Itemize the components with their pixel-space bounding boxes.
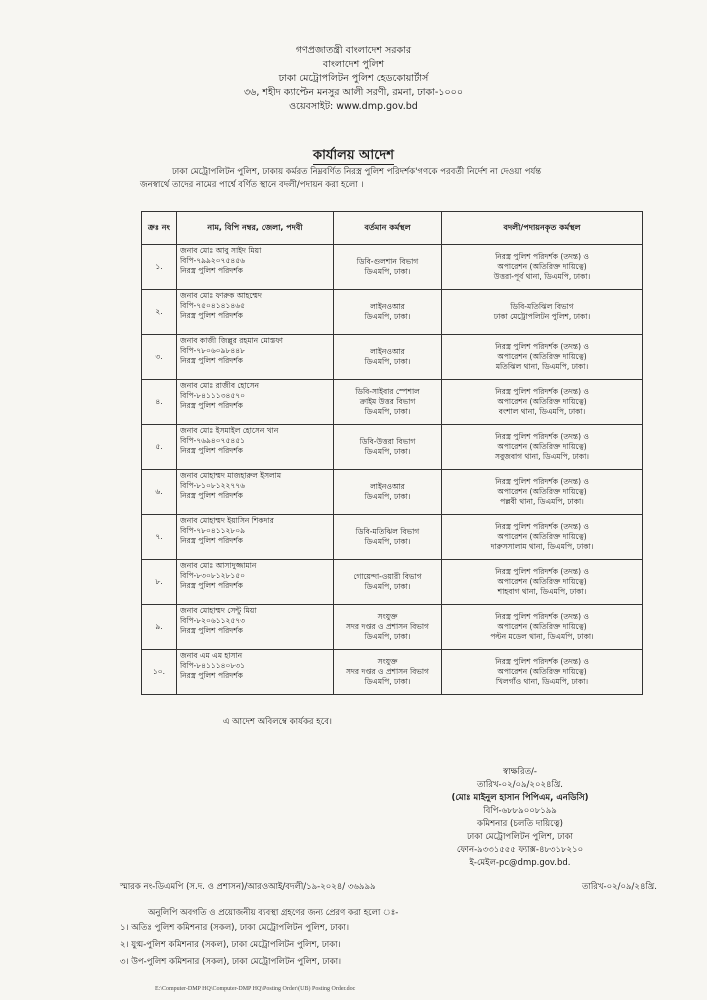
row-current-post-line: ডিএমপি, ঢাকা।	[364, 267, 411, 276]
row-current-post-line: ডিবি-মতিঝিল বিভাগ	[355, 527, 420, 536]
row-current-post-line: সদর দপ্তর ও প্রশাসন বিভাগ	[346, 667, 429, 676]
row-officer	[177, 650, 334, 695]
row-officer-line: বিপি-৭৫০৪১৪১৪৬৫	[180, 301, 245, 310]
row-officer-line: নিরস্ত্র পুলিশ পরিদর্শক	[180, 356, 243, 365]
table-row	[142, 380, 643, 425]
signature-date: তারিখ-০২/০৯/২০২৪খ্রি.	[477, 780, 563, 790]
row-new-post-line: অপারেশন (অতিরিক্ত দায়িত্বে)	[497, 622, 587, 631]
effective-note: এ আদেশ অবিলম্বে কার্যকর হবে।	[223, 717, 332, 727]
row-officer-line: নিরস্ত্র পুলিশ পরিদর্শক	[180, 626, 243, 635]
row-current-post-line: ডিএমপি, ঢাকা।	[364, 447, 411, 456]
table-row	[142, 560, 643, 605]
row-current-post	[334, 605, 442, 650]
row-new-post-line: অপারেশন (অতিরিক্ত দায়িত্বে)	[497, 487, 587, 496]
row-new-post-line: অপারেশন (অতিরিক্ত দায়িত্বে)	[497, 352, 587, 361]
row-current-post-line: ডিএমপি, ঢাকা।	[364, 407, 411, 416]
table-row	[142, 290, 643, 335]
row-officer-line: জনাব মোহাম্মদ সেন্টু মিয়া	[180, 606, 257, 615]
row-officer-line: জনাব মোঃ ফারুক আহম্মেদ	[180, 291, 262, 300]
row-officer-line: জনাব মোঃ আবু সাইদ মিয়া	[180, 246, 262, 255]
row-new-post-line: সবুজবাগ থানা, ডিএমপি, ঢাকা।	[494, 452, 589, 461]
row-new-post-line: অপারেশন (অতিরিক্ত দায়িত্বে)	[497, 442, 587, 451]
row-officer	[177, 560, 334, 605]
table-row	[142, 470, 643, 515]
header-line-4: ৩৬, শহীদ ক্যাপ্টেন মনসুর আলী সরণী, রমনা, ঢাকা-১০০০	[243, 87, 464, 98]
row-officer	[177, 515, 334, 560]
row-new-post-line: নিরস্ত্র পুলিশ পরিদর্শক (তদন্ত) ও	[495, 522, 589, 531]
row-serial: ৪.	[142, 380, 177, 425]
row-officer-line: নিরস্ত্র পুলিশ পরিদর্শক	[180, 536, 243, 545]
row-current-post	[334, 290, 442, 335]
row-new-post	[442, 380, 643, 425]
row-officer-line: নিরস্ত্র পুলিশ পরিদর্শক	[180, 401, 243, 410]
document-title: কার্যালয় আদেশ	[313, 148, 394, 163]
row-serial: ১.	[142, 245, 177, 290]
row-new-post-line: অপারেশন (অতিরিক্ত দায়িত্বে)	[497, 262, 587, 271]
signature-block	[380, 766, 660, 870]
row-new-post-line: নিরস্ত্র পুলিশ পরিদর্শক (তদন্ত) ও	[495, 342, 589, 351]
row-current-post-line: ডিবি-উত্তরা বিভাগ	[359, 437, 416, 446]
row-current-post-line: ডিএমপি, ঢাকা।	[364, 632, 411, 641]
row-serial: ৬.	[142, 470, 177, 515]
row-officer-line: নিরস্ত্র পুলিশ পরিদর্শক	[180, 311, 243, 320]
row-current-post	[334, 470, 442, 515]
row-officer-line: বিপি-৭৮০৬০৯৮৪৪৮	[180, 346, 245, 355]
row-current-post-line: লাইনওআর	[370, 347, 405, 356]
header-line-1: গণপ্রজাতন্ত্রী বাংলাদেশ সরকার	[295, 45, 412, 56]
row-serial: ৩.	[142, 335, 177, 380]
row-officer-line: নিরস্ত্র পুলিশ পরিদর্শক	[180, 671, 243, 680]
row-current-post-line: ডিএমপি, ঢাকা।	[364, 312, 411, 321]
row-officer-line: নিরস্ত্র পুলিশ পরিদর্শক	[180, 581, 243, 590]
row-officer-line: বিপি-৭৮০৪১১২৮০৯	[180, 526, 245, 535]
intro-line-2: জনস্বার্থে তাদের নামের পার্শ্বে বর্ণিত স্থানে বদলী/পদায়ন করা হলো ।	[140, 180, 364, 190]
row-serial: ১০.	[142, 650, 177, 695]
row-new-post	[442, 425, 643, 470]
row-new-post-line: নিরস্ত্র পুলিশ পরিদর্শক (তদন্ত) ও	[495, 567, 589, 576]
row-serial: ৫.	[142, 425, 177, 470]
memo-date: তারিখ-০২/০৯/২৪খ্রি.	[582, 882, 657, 892]
col-current-post: বর্তমান কর্মস্থল	[334, 212, 442, 245]
row-new-post	[442, 335, 643, 380]
row-officer	[177, 605, 334, 650]
row-new-post-line: শাহবাগ থানা, ডিএমপি, ঢাকা।	[497, 587, 587, 596]
row-new-post-line: উত্তরা-পূর্ব থানা, ডিএমপি, ঢাকা।	[493, 272, 591, 281]
col-serial: ক্রঃ নং	[142, 212, 177, 245]
table-header-row	[142, 212, 643, 245]
row-new-post-line: খিলগাঁও থানা, ডিএমপি, ঢাকা।	[495, 677, 589, 686]
signatory-phone: ফোন-৯৩৩১৫৫৫ ফ্যাক্স-৪৮৩১৮২১০	[456, 845, 584, 855]
copy-list	[120, 920, 349, 971]
letterhead	[0, 44, 707, 114]
copy-item: ১। অতিঃ পুলিশ কমিশনার (সকল), ঢাকা মেট্রোপলিটন পুলিশ, ঢাকা।	[120, 923, 350, 933]
row-new-post-line: অপারেশন (অতিরিক্ত দায়িত্বে)	[497, 577, 587, 586]
row-current-post	[334, 335, 442, 380]
table-row	[142, 245, 643, 290]
copy-item: ২। যুগ্ম-পুলিশ কমিশনার (সকল), ঢাকা মেট্রোপলিটন পুলিশ, ঢাকা।	[120, 940, 341, 950]
row-new-post-line: অপারেশন (অতিরিক্ত দায়িত্বে)	[497, 667, 587, 676]
row-officer-line: নিরস্ত্র পুলিশ পরিদর্শক	[180, 446, 243, 455]
row-officer-line: নিরস্ত্র পুলিশ পরিদর্শক	[180, 266, 243, 275]
row-current-post	[334, 650, 442, 695]
row-current-post-line: ডিএমপি, ঢাকা।	[364, 677, 411, 686]
row-current-post-line: সংযুক্ত	[377, 612, 398, 621]
table-row	[142, 605, 643, 650]
row-current-post-line: সদর দপ্তর ও প্রশাসন বিভাগ	[346, 622, 429, 631]
row-new-post	[442, 245, 643, 290]
table-row	[142, 335, 643, 380]
row-officer	[177, 290, 334, 335]
signed-mark: স্বাক্ষরিত/-	[503, 767, 537, 777]
row-new-post-line: নিরস্ত্র পুলিশ পরিদর্শক (তদন্ত) ও	[495, 252, 589, 261]
row-new-post-line: নিরস্ত্র পুলিশ পরিদর্শক (তদন্ত) ও	[495, 432, 589, 441]
row-officer-line: নিরস্ত্র পুলিশ পরিদর্শক	[180, 491, 243, 500]
row-officer-line: বিপি-৮৪১১১৩৪৫৭০	[180, 391, 245, 400]
row-current-post-line: সংযুক্ত	[377, 657, 398, 666]
row-serial: ৭.	[142, 515, 177, 560]
row-officer-line: জনাব এম এম হাসান	[180, 651, 243, 660]
row-new-post	[442, 560, 643, 605]
row-new-post-line: ডিবি-মতিঝিল বিভাগ	[510, 302, 574, 311]
row-officer	[177, 380, 334, 425]
header-line-2: বাংলাদেশ পুলিশ	[322, 59, 385, 70]
row-new-post	[442, 650, 643, 695]
copy-intro: অনুলিপি অবগতি ও প্রয়োজনীয় ব্যবস্থা গ্রহণের জন্য প্রেরণ করা হলো ঃ-	[148, 908, 399, 918]
col-name: নাম, বিপি নম্বর, জেলা, পদবী	[177, 212, 334, 245]
signatory-bp: বিপি-৬৮৮৯০০৮১৯৯	[483, 806, 557, 816]
row-new-post	[442, 290, 643, 335]
row-officer-line: জনাব মোঃ রাজীব হোসেন	[180, 381, 260, 390]
row-officer-line: জনাব কাজী জিল্লুর রহমান মোস্তফা	[180, 336, 283, 345]
table-row	[142, 515, 643, 560]
file-path-footer: E:\Computer-DMP HQ\Computer-DMP HQ\Posting Order\(UB) Posting Order.doc	[155, 986, 356, 992]
row-new-post-line: অপারেশন (অতিরিক্ত দায়িত্বে)	[497, 397, 587, 406]
intro-line-1: ঢাকা মেট্রোপলিটন পুলিশ, ঢাকায় কর্মরত নিম্নবর্ণিত নিরস্ত্র পুলিশ পরিদর্শক'গণকে পরবর্তী নির্দেশ না দেওয়া পর্যন্ত	[172, 167, 542, 177]
row-officer-line: জনাব মোহাম্মদ ইয়াসিন শিকদার	[180, 516, 274, 525]
row-new-post-line: নিরস্ত্র পুলিশ পরিদর্শক (তদন্ত) ও	[495, 657, 589, 666]
row-current-post	[334, 245, 442, 290]
table-row	[142, 650, 643, 695]
header-website: ওয়েবসাইট: www.dmp.gov.bd	[289, 101, 418, 112]
row-current-post-line: ডিবি-সাইবার স্পেশাল	[355, 387, 420, 396]
col-new-post: বদলী/পদায়নকৃত কর্মস্থল	[442, 212, 643, 245]
row-current-post-line: ডিএমপি, ঢাকা।	[364, 582, 411, 591]
signatory-designation: কমিশনার (চলতি দায়িত্বে)	[477, 819, 563, 829]
row-new-post-line: নিরস্ত্র পুলিশ পরিদর্শক (তদন্ত) ও	[495, 612, 589, 621]
row-new-post-line: পল্লবী থানা, ডিএমপি, ঢাকা।	[500, 497, 584, 506]
row-serial: ৯.	[142, 605, 177, 650]
row-officer	[177, 245, 334, 290]
row-current-post	[334, 515, 442, 560]
row-officer	[177, 425, 334, 470]
row-new-post-line: নিরস্ত্র পুলিশ পরিদর্শক (তদন্ত) ও	[495, 387, 589, 396]
copy-item: ৩। উপ-পুলিশ কমিশনার (সকল), ঢাকা মেট্রোপলিটন পুলিশ, ঢাকা।	[120, 957, 342, 967]
row-new-post-line: দারুসসালাম থানা, ডিএমপি, ঢাকা।	[490, 542, 594, 551]
row-officer	[177, 335, 334, 380]
row-serial: ২.	[142, 290, 177, 335]
header-line-3: ঢাকা মেট্রোপলিটন পুলিশ হেডকোয়ার্টার্স	[278, 73, 429, 84]
row-current-post-line: ডিএমপি, ঢাকা।	[364, 537, 411, 546]
row-new-post-line: ঢাকা মেট্রোপলিটন পুলিশ, ঢাকা।	[493, 312, 591, 321]
row-new-post-line: পল্টন মডেল থানা, ডিএমপি, ঢাকা।	[490, 632, 594, 641]
row-new-post-line: নিরস্ত্র পুলিশ পরিদর্শক (তদন্ত) ও	[495, 477, 589, 486]
row-current-post	[334, 380, 442, 425]
row-current-post-line: গোয়েন্দা-ওয়ারী বিভাগ	[353, 572, 422, 581]
signatory-email: ই-মেইল-pc@dmp.gov.bd.	[469, 858, 571, 868]
row-current-post-line: ডিএমপি, ঢাকা।	[364, 357, 411, 366]
row-serial: ৮.	[142, 560, 177, 605]
row-officer-line: জনাব মোহাম্মদ মাজহারুল ইসলাম	[180, 471, 281, 480]
row-officer-line: বিপি-৮১০৮১২২৭৭৬	[180, 481, 245, 490]
signatory-name: (মোঃ মাইনুল হাসান পিপিএম, এনডিসি)	[451, 793, 589, 803]
row-officer	[177, 470, 334, 515]
row-current-post-line: লাইনওআর	[370, 302, 405, 311]
row-new-post-line: মতিঝিল থানা, ডিএমপি, ঢাকা।	[495, 362, 589, 371]
row-officer-line: বিপি-৮২০৬১১২৫৭৩	[180, 616, 245, 625]
row-officer-line: বিপি-৭৬৯৪০৭৫৪৫১	[180, 436, 245, 445]
row-new-post	[442, 515, 643, 560]
row-current-post-line: লাইনওআর	[370, 482, 405, 491]
signatory-office: ঢাকা মেট্রোপলিটন পুলিশ, ঢাকা	[466, 832, 574, 842]
table-row	[142, 425, 643, 470]
row-current-post-line: ডিএমপি, ঢাকা।	[364, 492, 411, 501]
transfer-table	[141, 211, 643, 695]
row-current-post	[334, 425, 442, 470]
row-officer-line: বিপি-৮৪১১১৪০৮৩১	[180, 661, 245, 670]
row-current-post	[334, 560, 442, 605]
row-new-post-line: বংশাল থানা, ডিএমপি, ঢাকা।	[498, 407, 586, 416]
row-current-post-line: ক্রাইম উত্তর বিভাগ	[359, 397, 416, 406]
row-new-post	[442, 470, 643, 515]
row-officer-line: বিপি-৮৩০৮১২৮১৫০	[180, 571, 245, 580]
memo-reference: স্মারক নং-ডিএমপি (স.দ. ও প্রশাসন)/আরওআই/বদলী/১৯-২০২৪/ ৩৬৯৯৯	[120, 882, 376, 892]
row-new-post-line: অপারেশন (অতিরিক্ত দায়িত্বে)	[497, 532, 587, 541]
row-new-post	[442, 605, 643, 650]
row-officer-line: জনাব মোঃ ইসমাইল হোসেন খান	[180, 426, 279, 435]
row-officer-line: বিপি-৭৯৯২০৭৫৪৫৬	[180, 256, 245, 265]
row-current-post-line: ডিবি-গুলশান বিভাগ	[356, 257, 419, 266]
row-officer-line: জনাব মোঃ আসাদুজ্জামান	[180, 561, 257, 570]
